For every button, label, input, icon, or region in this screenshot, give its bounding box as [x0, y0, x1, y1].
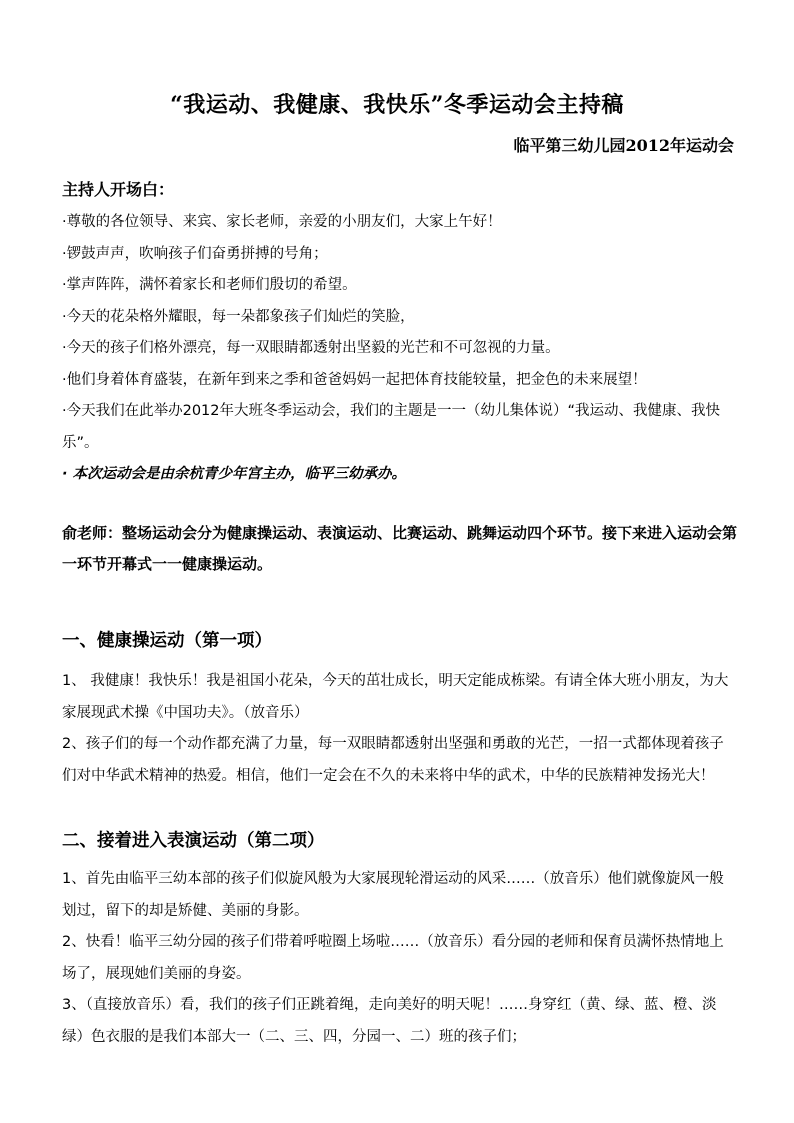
section1-body — [62, 666, 738, 792]
opening-line: ·尊敬的各位领导、来宾、家长老师，亲爱的小朋友们，大家上午好！ — [62, 214, 502, 230]
opening-line: ·今天的孩子们格外漂亮，每一双眼睛都透射出坚毅的光芒和不可忽视的力量。 — [62, 340, 560, 356]
section2-paragraph: 3、（直接放音乐）看，我们的孩子们正跳着绳，走向美好的明天呢！……身穿红（黄、绿、蓝、橙、淡绿）色衣服的是我们本部大一（二、三、四，分园一、二）班的孩子们； — [62, 997, 717, 1045]
opening-line: ·锣鼓声声，吹响孩子们奋勇拼搏的号角； — [62, 245, 328, 262]
document-subtitle: 临平第三幼儿园2012年运动会 — [513, 136, 734, 155]
yu-teacher-paragraph: 俞老师：整场运动会分为健康操运动、表演运动、比赛运动、跳舞运动四个环节。接下来进入运动会第一环节开幕式一一健康操运动。 — [62, 524, 738, 573]
opening-line: ·今天的花朵格外耀眼，每一朵都象孩子们灿烂的笑脸， — [62, 308, 415, 325]
opening-emphasis-line: · 本次运动会是由余杭青少年宫主办，临平三幼承办。 — [62, 466, 407, 482]
opening-heading: 主持人开场白： — [62, 180, 175, 199]
document-title: “我运动、我健康、我快乐”冬季运动会主持稿 — [170, 92, 624, 118]
section2-paragraph: 2、快看！临平三幼分园的孩子们带着呼啦圈上场啦……（放音乐）看分园的老师和保育员满怀热情地上场了，展现她们美丽的身姿。 — [62, 934, 724, 982]
section1-paragraph: 2、孩子们的每一个动作都充满了力量，每一双眼睛都透射出坚强和勇敢的光芒，一招一式都体现着孩子们对中华武术精神的热爱。相信，他们一定会在不久的未来将中华的武术，中华的民族精神发扬光大！ — [62, 736, 724, 784]
opening-line: ·今天我们在此举办2012年大班冬季运动会，我们的主题是一一（幼儿集体说）“我运动、我健康、我快乐”。 — [62, 403, 721, 451]
opening-line: ·他们身着体育盛装，在新年到来之季和爸爸妈妈一起把体育技能较量，把金色的未来展望！ — [62, 371, 647, 388]
opening-lines — [62, 207, 738, 491]
section2-body — [62, 864, 738, 1053]
section1-paragraph: 1、 我健康！我快乐！我是祖国小花朵，今天的茁壮成长，明天定能成栋梁。有请全体大班小朋友，为大家展现武术操《中国功夫》。（放音乐） — [62, 673, 729, 721]
section1-heading: 一、健康操运动（第一项） — [62, 631, 272, 651]
opening-line: ·掌声阵阵，满怀着家长和老师们殷切的希望。 — [62, 277, 357, 293]
section2-heading: 二、接着进入表演运动（第二项） — [62, 831, 325, 851]
section2-paragraph: 1、首先由临平三幼本部的孩子们似旋风般为大家展现轮滑运动的风采……（放音乐）他们就像旋风一般划过，留下的却是矫健、美丽的身影。 — [62, 871, 724, 919]
